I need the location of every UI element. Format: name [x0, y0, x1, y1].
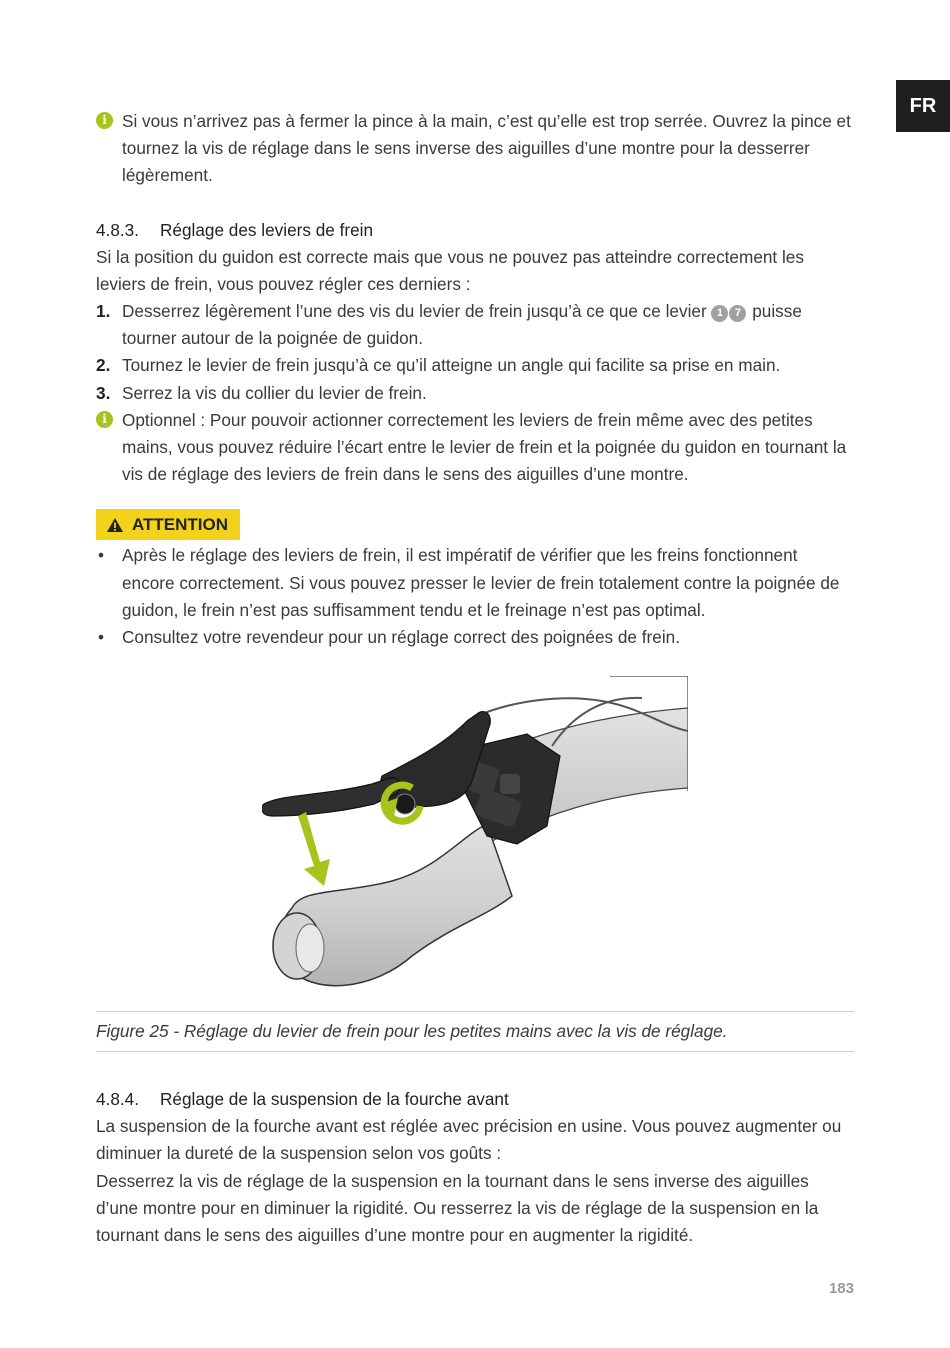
info-note-clamp — [96, 108, 854, 190]
attention-badge — [96, 509, 240, 540]
reference-badge: 7 — [729, 305, 746, 322]
attention-label: ATTENTION — [132, 514, 229, 534]
step-text-before: Desserrez légèrement l’une des vis du levier de frein jusqu’à ce que ce levier — [122, 301, 707, 322]
step-2 — [96, 352, 854, 379]
section-intro: Si la position du guidon est correcte mais que vous ne pouvez pas atteindre correctement les leviers de frein, vous pouvez régler ces derniers : — [96, 246, 804, 294]
warning-triangle-icon — [106, 517, 124, 533]
section-number: 4.8.3. — [96, 219, 140, 240]
reference-badge: 1 — [711, 305, 728, 322]
attention-text: Consultez votre revendeur pour un réglage correct des poignées de frein. — [122, 627, 680, 648]
attention-item-2 — [96, 624, 854, 651]
section-heading-4-8-4 — [96, 1086, 854, 1113]
attention-item-1 — [96, 542, 854, 624]
info-note-text: Si vous n’arrivez pas à fermer la pince à la main, c’est qu’elle est trop serrée. Ouvrez la pince et tournez la vis de réglage dans le sens inverse des aiguilles d’une montre pour la desserrer légèrement. — [122, 111, 851, 186]
paragraph: La suspension de la fourche avant est réglée avec précision en usine. Vous pouvez augmenter ou diminuer la dureté de la suspension selon vos goûts : — [96, 1116, 842, 1164]
step-number: 1. — [96, 301, 111, 322]
info-note-text: Optionnel : Pour pouvoir actionner correctement les leviers de frein même avec des petites mains, vous pouvez réduire l’écart entre le levier de frein et la poignée du guidon en tournant la vis de réglage des leviers de frein dans le sens des aiguilles d’une montre. — [122, 409, 847, 485]
page-number: 183 — [828, 1280, 854, 1297]
section-4-8-4 — [96, 1086, 854, 1249]
step-1 — [96, 298, 854, 352]
info-note-optional — [96, 407, 854, 489]
bullet-icon: • — [98, 545, 105, 566]
attention-text: Après le réglage des leviers de frein, il est impératif de vérifier que les freins fonctionnent encore correctement. Si vous pouvez presser le levier de frein totalement contre la poignée de guidon, le frein n’est pas suffisamment tendu et le freinage n’est pas optimal. — [122, 545, 840, 620]
section-title: Réglage de la suspension de la fourche avant — [160, 1089, 509, 1109]
main-content — [96, 108, 854, 651]
section-title: Réglage des leviers de frein — [160, 219, 374, 240]
section-heading-4-8-3 — [96, 217, 854, 244]
step-number: 2. — [96, 355, 111, 376]
step-text: Serrez la vis du collier du levier de frein. — [122, 382, 427, 403]
info-icon: i — [96, 411, 113, 428]
section-number: 4.8.4. — [96, 1089, 140, 1109]
bullet-icon: • — [98, 627, 105, 648]
brake-lever-illustration — [262, 676, 688, 1000]
step-number: 3. — [96, 382, 111, 403]
figure-caption: Figure 25 - Réglage du levier de frein pour les petites mains avec la vis de réglage. — [96, 1011, 854, 1052]
info-icon: i — [96, 112, 113, 129]
step-3 — [96, 380, 854, 407]
language-tab: FR — [896, 80, 950, 132]
step-text-after: puisse tourner autour de la poignée de guidon. — [122, 301, 802, 349]
paragraph: Desserrez la vis de réglage de la suspension en la tournant dans le sens inverse des aiguilles d’une montre pour en diminuer la rigidité. Ou resserrez la vis de réglage de la suspension en la tournant dans le sens des aiguilles d’une montre pour en augmenter la rigidité. — [96, 1170, 819, 1246]
step-text: Tournez le levier de frein jusqu’à ce qu’il atteigne un angle qui facilite sa prise en main. — [122, 355, 781, 376]
